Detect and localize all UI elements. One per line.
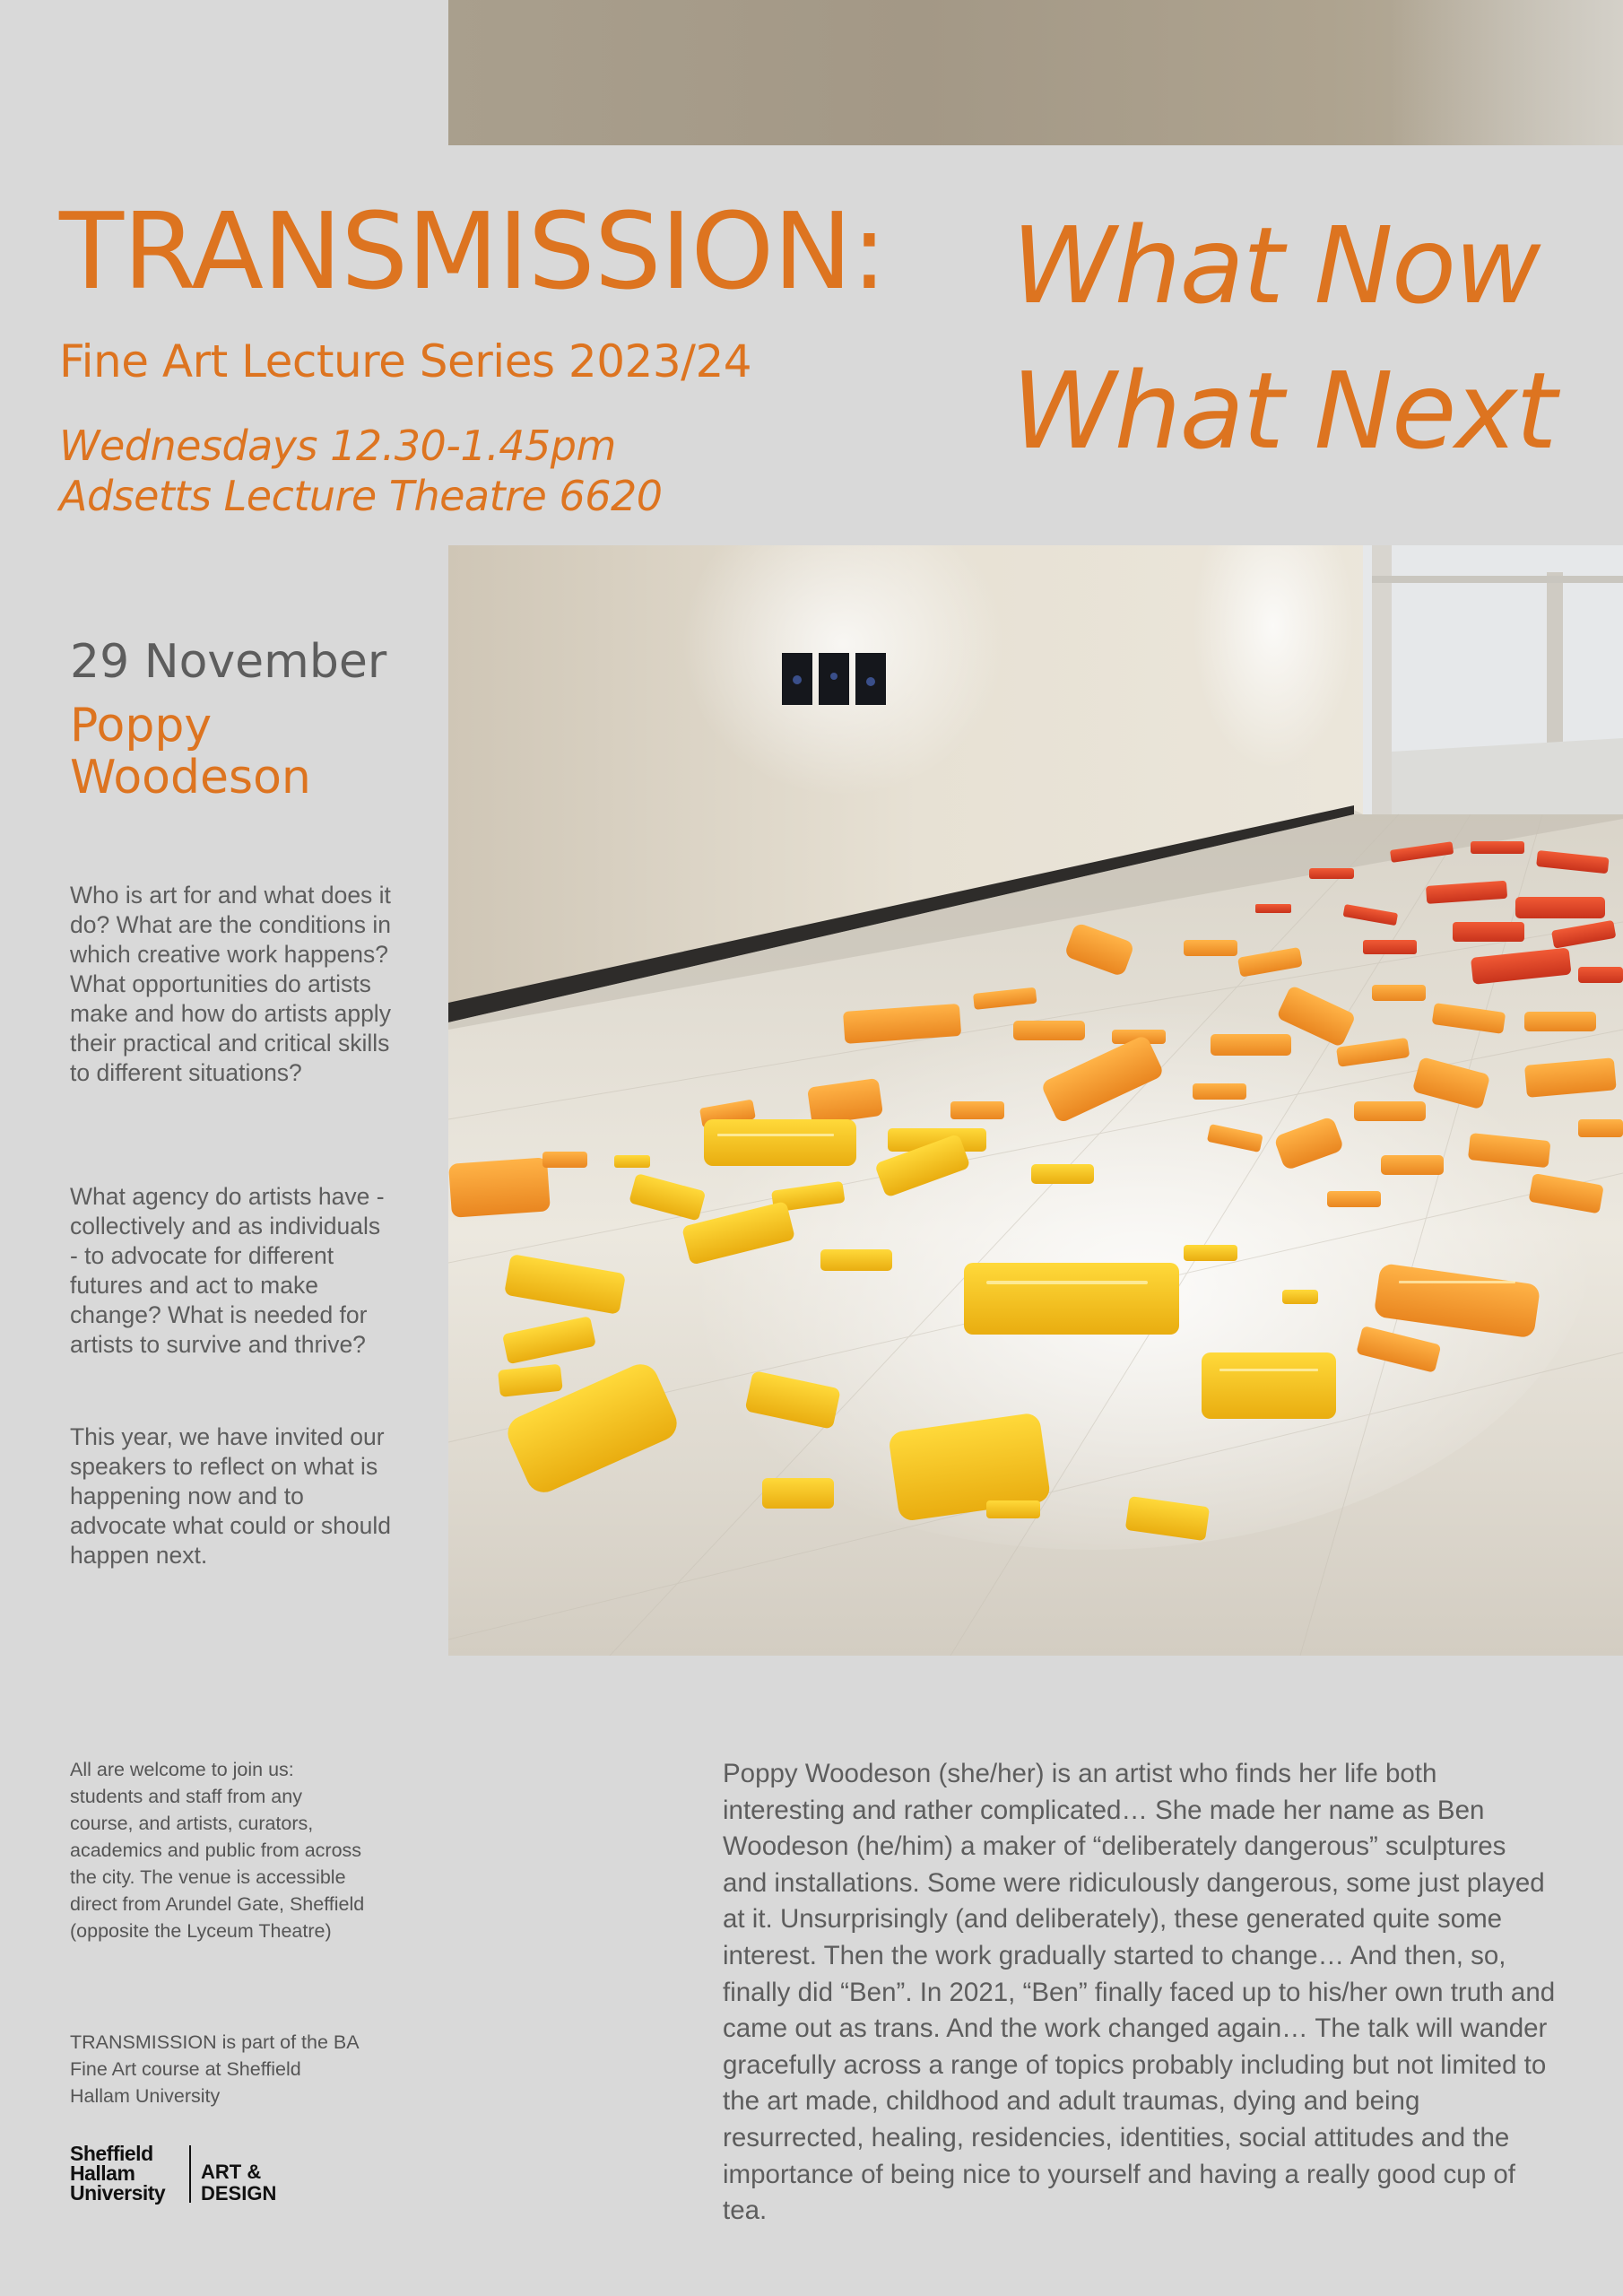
speaker-bio: Poppy Woodeson (she/her) is an artist who finds her life both interesting and rather complicated… She made her name as Ben Woodeson (he/him) a maker of “deliberately dangerous” sculptures and installations. Some were ridiculously dangerous, some just played at it. Unsurprisingly (and deliberately), these generated quite some interest. Then the work gradually started to change… And then, so, finally did “Ben”. In 2021, “Ben” finally faced up to his/her own truth and came out as trans. And the work changed again… The talk will wander gracefully across a range of topics probably including but not limited to the art made, childhood and adult traumas, dying and being resurrected, healing, residencies, identities, social attitudes and the importance of being nice to yourself and having a really good cup of tea. [723, 1759, 1556, 2226]
intro-paragraph-1: Who is art for and what does it do? What are the conditions in which creative work happens? What opportunities do artists make and how do artists apply their practical and critical skills to different situations? [70, 882, 391, 1086]
gallery-installation-photo [448, 545, 1623, 1656]
logo-university-name [70, 2144, 165, 2203]
logo-department [201, 2161, 276, 2205]
series-subtitle: Fine Art Lecture Series 2023/24 [59, 335, 752, 387]
course-note: TRANSMISSION is part of the BA Fine Art course at Sheffield Hallam University [70, 2031, 359, 2107]
welcome-note: All are welcome to join us: students and staff from any course, and artists, curators, academics and public from across the city. The venue is accessible direct from Arundel Gate, Sheffield (opposite the Lyceum Theatre) [70, 1759, 365, 1942]
event-date: 29 November [70, 635, 387, 689]
series-title: TRANSMISSION: [59, 189, 887, 313]
intro-paragraph-3: This year, we have invited our speakers to reflect on what is happening now and to advocate what could or should happen next. [70, 1423, 391, 1569]
speaker-last-name: Woodeson [70, 751, 311, 804]
speaker-name [70, 700, 429, 804]
top-photo-strip [448, 0, 1623, 145]
series-theme-line2: What Next [1011, 349, 1556, 473]
logo-line-2: Hallam [70, 2161, 135, 2185]
series-theme-line1: What Now [1011, 204, 1540, 327]
logo-dept-line-2: DESIGN [201, 2182, 277, 2205]
series-theme [1011, 193, 1556, 483]
schedule-time: Wednesdays 12.30-1.45pm [59, 422, 616, 470]
logo-line-1: Sheffield [70, 2142, 153, 2165]
logo-divider [189, 2145, 191, 2203]
speaker-first-name: Poppy [70, 699, 213, 752]
schedule-venue: Adsetts Lecture Theatre 6620 [59, 472, 663, 520]
logo-dept-line-1: ART & [201, 2161, 262, 2183]
intro-paragraph-2: What agency do artists have - collectively and as individuals - to advocate for different futures and act to make change? What is needed for artists to survive and thrive? [70, 1183, 385, 1358]
logo-line-3: University [70, 2181, 166, 2205]
